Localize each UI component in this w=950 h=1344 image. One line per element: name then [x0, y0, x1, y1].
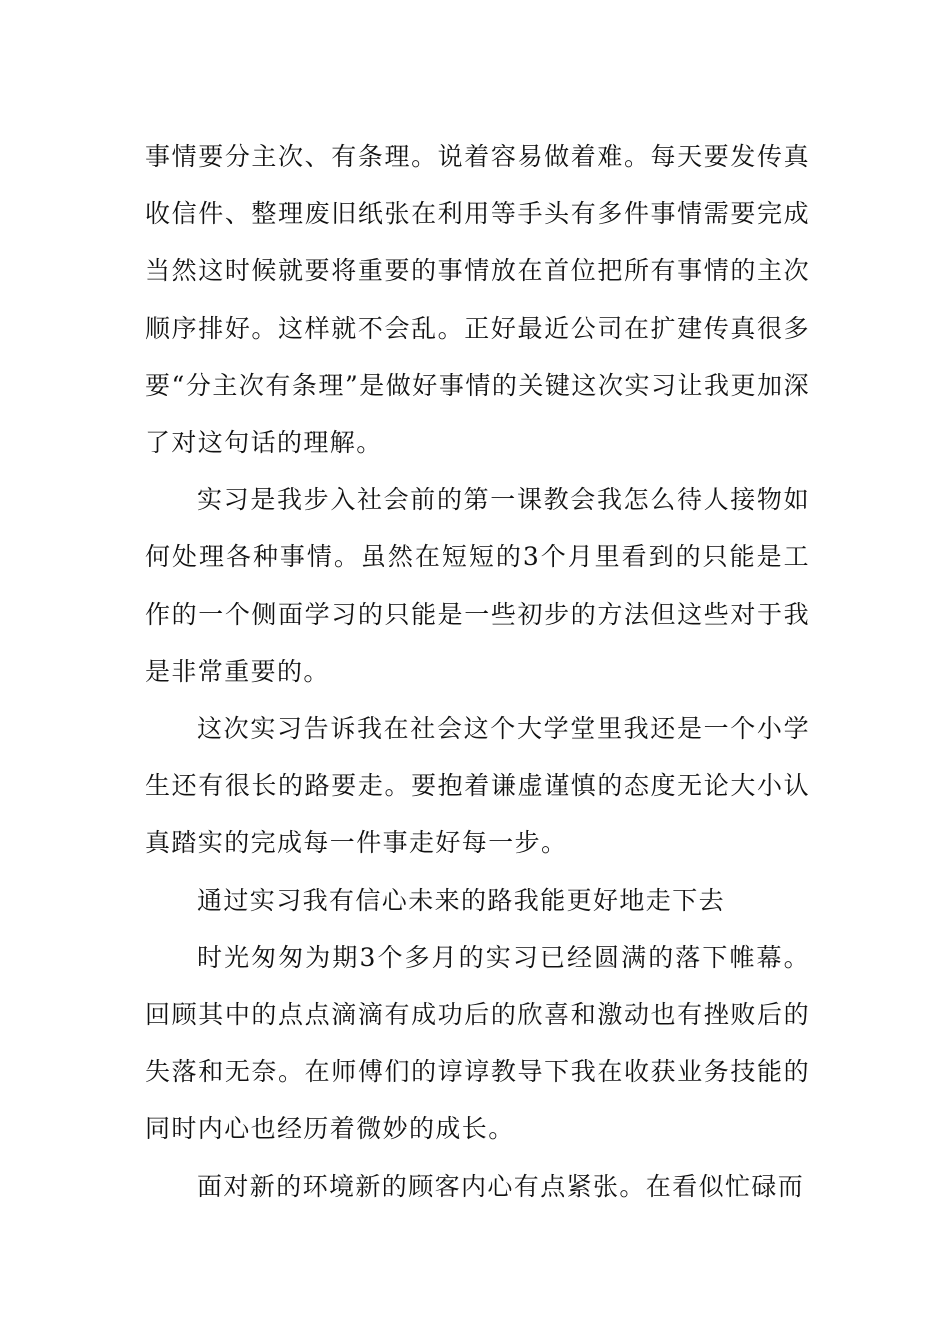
- paragraph-2: 实习是我步入社会前的第一课教会我怎么待人接物如何处理各种事情。虽然在短短的3个月里看到的只能是工作的一个侧面学习的只能是一些初步的方法但这些对于我是非常重要的。: [145, 485, 810, 686]
- paragraph-4: 通过实习我有信心未来的路我能更好地走下去: [197, 885, 726, 915]
- paragraph-3: 这次实习告诉我在社会这个大学堂里我还是一个小学生还有很长的路要走。要抱着谦虚谨慎的态度无论大小认真踏实的完成每一件事走好每一步。: [145, 714, 810, 858]
- paragraph-1: 事情要分主次、有条理。说着容易做着难。每天要发传真收信件、整理废旧纸张在利用等手头有多件事情需要完成当然这时候就要将重要的事情放在首位把所有事情的主次顺序排好。这样就不会乱。正好最近公司在扩建传真很多要“分主次有条理”是做好事情的关键这次实习让我更加深了对这句话的理解。: [145, 142, 810, 458]
- paragraph-6: 面对新的环境新的顾客内心有点紧张。在看似忙碌而: [197, 1171, 805, 1201]
- paragraph-5: 时光匆匆为期3个多月的实习已经圆满的落下帷幕。回顾其中的点点滴滴有成功后的欣喜和激动也有挫败后的失落和无奈。在师傅们的谆谆教导下我在收获业务技能的同时内心也经历着微妙的成长。: [145, 942, 810, 1144]
- document-body: [145, 128, 810, 1215]
